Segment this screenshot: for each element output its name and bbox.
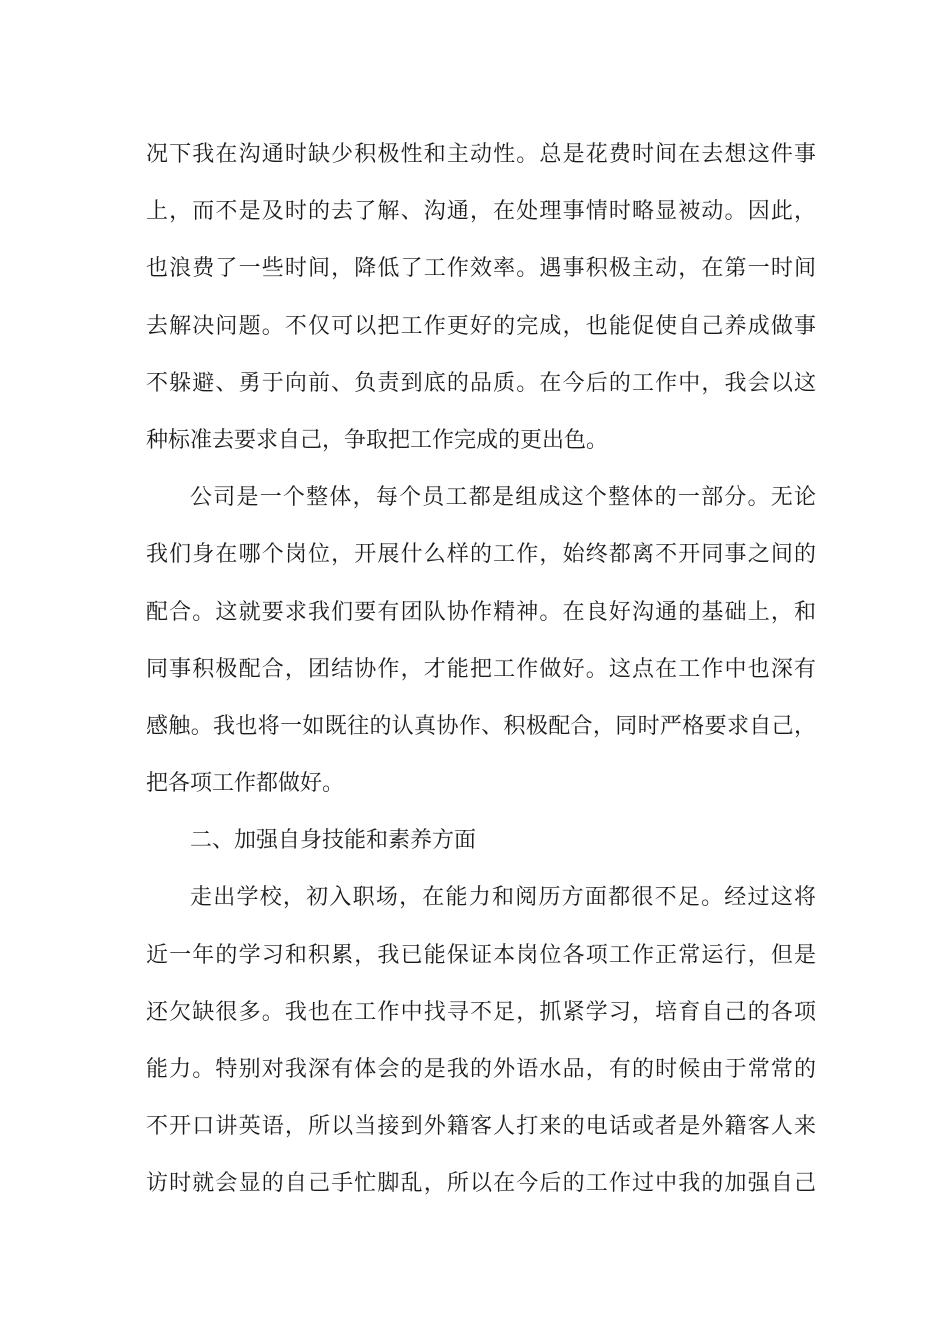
text-line: 能力。特别对我深有体会的是我的外语水品，有的时候由于常常的 (146, 1057, 816, 1082)
paragraph-first-line: 走出学校，初入职场，在能力和阅历方面都很不足。经过这将 (190, 885, 816, 911)
text-line: 种标准去要求自己，争取把工作完成的更出色。 (146, 427, 609, 453)
paragraph-first-line: 公司是一个整体，每个员工都是组成这个整体的一部分。无论 (190, 485, 816, 511)
document-body (146, 126, 816, 1213)
text-line: 况下我在沟通时缺少积极性和主动性。总是花费时间在去想这件事 (146, 142, 816, 167)
text-line: 我们身在哪个岗位，开展什么样的工作，始终都离不开同事之间的 (146, 542, 816, 568)
text-line: 不开口讲英语，所以当接到外籍客人打来的电话或者是外籍客人来 (146, 1114, 816, 1140)
text-line: 不躲避、勇于向前、负责到底的品质。在今后的工作中，我会以这 (146, 370, 816, 396)
text-line: 去解决问题。不仅可以把工作更好的完成，也能促使自己养成做事 (146, 313, 816, 339)
text-line: 把各项工作都做好。 (146, 771, 345, 797)
text-line: 也浪费了一些时间，降低了工作效率。遇事积极主动，在第一时间 (146, 256, 816, 282)
text-line: 近一年的学习和积累，我已能保证本岗位各项工作正常运行，但是 (146, 942, 816, 968)
section-heading: 二、加强自身技能和素养方面 (190, 828, 477, 854)
text-line: 配合。这就要求我们要有团队协作精神。在良好沟通的基础上，和 (146, 599, 816, 625)
text-line: 还欠缺很多。我也在工作中找寻不足，抓紧学习，培育自己的各项 (146, 999, 816, 1025)
text-line: 访时就会显的自己手忙脚乱，所以在今后的工作过中我的加强自己 (146, 1171, 816, 1197)
text-line: 感触。我也将一如既往的认真协作、积极配合，同时严格要求自己， (146, 713, 816, 739)
text-line: 上，而不是及时的去了解、沟通，在处理事情时略显被动。因此， (146, 199, 816, 225)
text-line: 同事积极配合，团结协作，才能把工作做好。这点在工作中也深有 (146, 656, 816, 682)
